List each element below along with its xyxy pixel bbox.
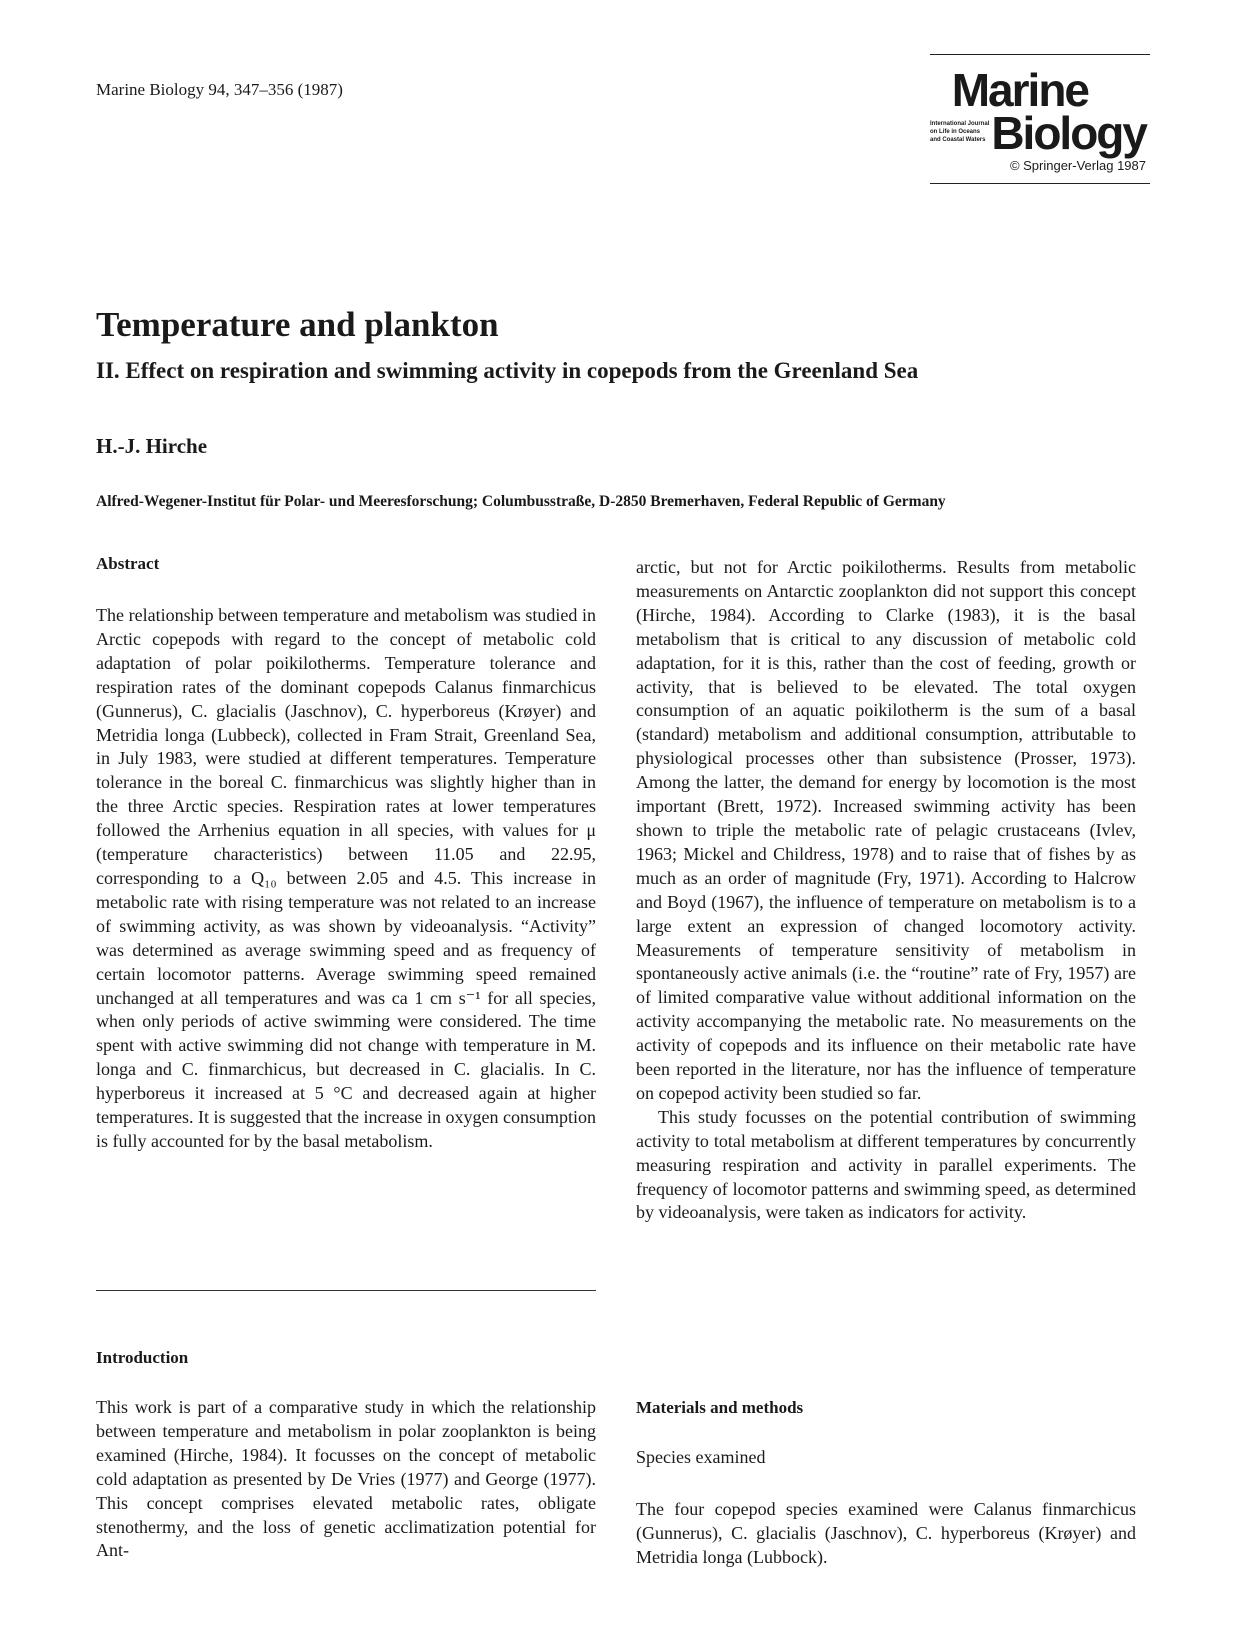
species-text: The four copepod species examined were Calanus finmarchicus (Gunnerus), C. glacialis (Jaschnov), C. hyperboreus (Krøyer) and Metridia longa (Lubbock). (636, 1499, 1136, 1567)
article-title: Temperature and plankton (96, 305, 499, 344)
logo-tagline-line: and Coastal Waters (930, 137, 986, 143)
author-name: H.-J. Hirche (96, 434, 208, 458)
logo-bottom-rule (930, 183, 1150, 184)
copyright-notice: © Springer-Verlag 1987 (1009, 158, 1146, 173)
logo-top-rule (930, 54, 1150, 55)
species-heading-text: Species examined (636, 1447, 766, 1467)
introduction-text: This work is part of a comparative study in which the relationship between temperature and metabolism in polar zooplankton is being examined (Hirche, 1984). It focusses on the concept of metabolic cold adaptation as presented by De Vries (1977) and George (1977). This concept comprises elevated metabolic rates, obligate stenothermy, and the loss of genetic acclimatization potential for Ant- (96, 1397, 596, 1561)
abstract-heading (96, 552, 596, 576)
abstract-heading-text: Abstract (96, 554, 160, 573)
article-subtitle: II. Effect on respiration and swimming activity in copepods from the Greenland Sea (96, 358, 919, 383)
abstract-body (96, 604, 596, 1154)
logo-tagline (930, 120, 990, 144)
species-heading (636, 1446, 1136, 1470)
introduction-heading (96, 1346, 596, 1370)
abstract-text: The relationship between temperature and metabolism was studied in Arctic copepods with regard to the concept of metabolic cold adaptation of polar poikilotherms. Temperature tolerance and respiration rates of the dominant copepods Calanus finmarchicus (Gunnerus), C. glacialis (Jaschnov), C. hyperboreus (Krøyer) and Metridia longa (Lubbeck), collected in Fram Strait, Greenland Sea, in July 1983, were studied at different temperatures. Temperature tolerance in the boreal C. finmarchicus was slightly higher than in the three Arctic species. Respiration rates at lower temperatures followed the Arrhenius equation in all species, with values for μ (temperature characteristics) between 11.05 and 22.95, corresponding to a Q₁₀ between 2.05 and 4.5. This increase in metabolic rate with rising temperature was not related to an increase of swimming activity, as was shown by videoanalysis. “Activity” was determined as average swimming speed and as frequency of certain locomotor patterns. Average swimming speed remained unchanged at all temperatures and was ca 1 cm s⁻¹ for all species, when only periods of active swimming were considered. The time spent with active swimming did not change with temperature in M. longa and C. finmarchicus, but decreased in C. glacialis. In C. hyperboreus it increased at 5 °C and decreased again at higher temperatures. It is suggested that the increase in oxygen consumption is fully accounted for by the basal metabolism. (96, 605, 596, 1151)
abstract-divider (96, 1290, 596, 1291)
logo-tagline-line: on Life in Oceans (930, 129, 981, 135)
right-paragraph-2: This study focusses on the potential contribution of swimming activity to total metabolism at different temperatures by concurrently measuring respiration and activity in parallel experiments. The frequency of locomotor patterns and swimming speed, as determined by videoanalysis, were taken as indicators for activity. (636, 1106, 1136, 1223)
introduction-heading-text: Introduction (96, 1348, 189, 1367)
right-column-body (636, 556, 1136, 1225)
introduction-body (96, 1396, 596, 1563)
right-paragraph-1: arctic, but not for Arctic poikilotherms. Results from metabolic measurements on Antarctic zooplankton did not support this concept (Hirche, 1984). According to Clarke (1983), it is the basal metabolism that is critical to any discussion of metabolic cold adaptation, for it is this, rather than the cost of feeding, growth or activity, that is believed to be elevated. The total oxygen consumption of an aquatic poikilotherm is the sum of a basal (standard) metabolism and additional consumption, attributable to physiological processes other than subsistence (Prosser, 1973). Among the latter, the demand for energy by locomotion is the most important (Brett, 1972). Increased swimming activity has been shown to triple the metabolic rate of pelagic crustaceans (Ivlev, 1963; Mickel and Childress, 1978) and to raise that of fishes by as much as an order of magnitude (Fry, 1971). According to Halcrow and Boyd (1967), the influence of temperature on metabolism is to a large extent an expression of changed locomotory activity. Measurements of temperature sensitivity of metabolism in spontaneously active animals (i.e. the “routine” rate of Fry, 1957) are of limited comparative value without additional information on the activity accompanying the metabolic rate. No measurements on the activity of copepods and its influence on their metabolic rate have been reported in the literature, nor has the influence of temperature on copepod activity been studied so far. (636, 557, 1136, 1103)
methods-heading-text: Materials and methods (636, 1398, 804, 1417)
species-body (636, 1498, 1136, 1570)
journal-logo (930, 54, 1150, 188)
logo-word-biology: Biology (991, 107, 1146, 159)
logo-word-marine: Marine (951, 64, 1088, 116)
logo-tagline-line: International Journal (930, 121, 990, 127)
methods-heading (636, 1396, 1136, 1420)
journal-reference: Marine Biology 94, 347–356 (1987) (96, 80, 343, 99)
author-affiliation: Alfred-Wegener-Institut für Polar- und Meeresforschung; Columbusstraße, D-2850 Bremerhaven, Federal Republic of Germany (96, 493, 946, 510)
